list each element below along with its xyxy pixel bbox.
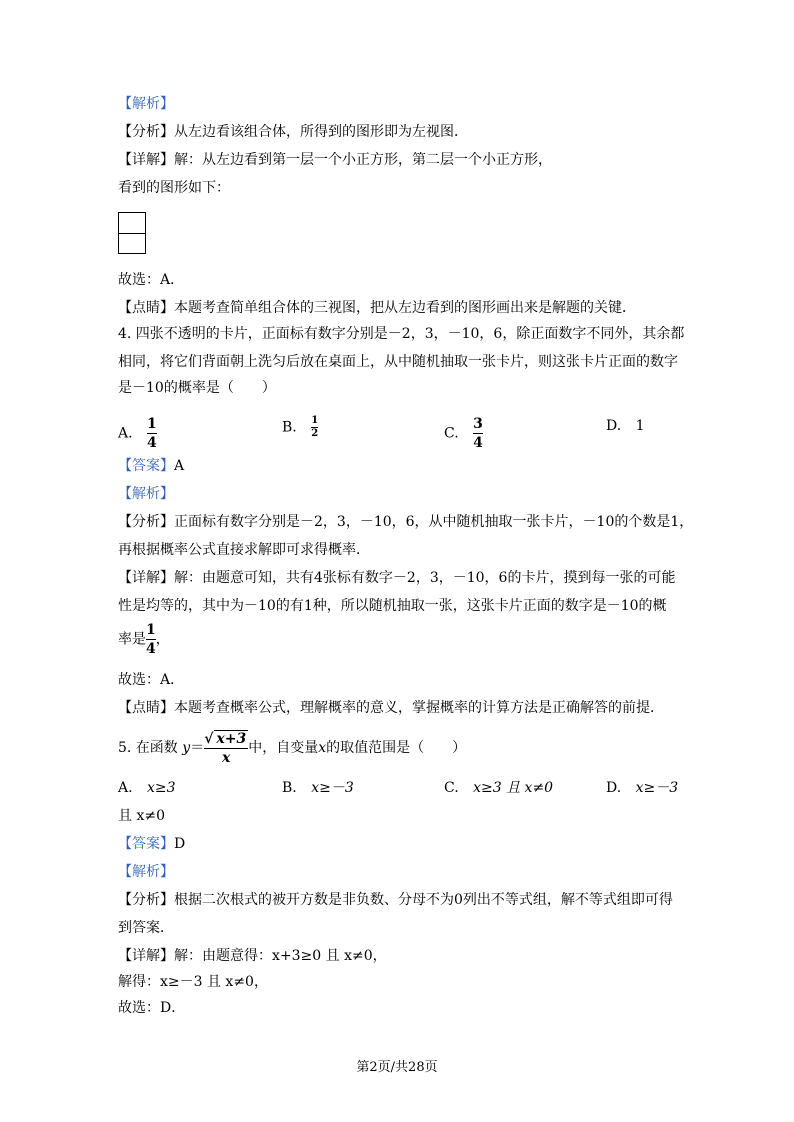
q4-option-a-fraction: $\frac{1}{4}$	[147, 416, 157, 451]
q3-jiexi-label: 【解析】	[118, 96, 174, 112]
q3-analysis	[118, 122, 468, 142]
q4-detail-line3: 率是 $\frac{1}{4}$ ，	[118, 622, 170, 657]
q4-answer-tag: 【答案】	[118, 458, 174, 474]
left-view-figure	[118, 212, 146, 254]
page-footer: 第2页/共28页	[356, 1060, 438, 1075]
q3-comment-text: 本题考查简单组合体的三视图，把从左边看到的图形画出来是解题的关键．	[174, 300, 636, 316]
q5-option-d-cont: 且 x≠0	[118, 808, 165, 824]
q5-answer-tag: 【答案】	[118, 836, 174, 852]
q4-analysis-text1: 正面标有数字分别是－2，3，－10，6，从中随机抽取一张卡片，－10的个数是1，	[174, 514, 694, 530]
q4-detail-line2: 性是均等的，其中为－10的有1种，所以随机抽取一张，这张卡片正面的数字是－10的概	[118, 598, 667, 614]
q3-detail-text: 解：从左边看到第一层一个小正方形，第二层一个小正方形，	[174, 152, 552, 168]
q5-solved: 解得：x≥－3 且 x≠0，	[118, 974, 268, 990]
q3-figure-intro: 看到的图形如下：	[118, 180, 230, 196]
q4-comment-tag: 【点睛】	[118, 700, 174, 716]
q4-answer	[118, 456, 184, 476]
q3-detail	[118, 150, 552, 170]
q5-jiexi-label: 【解析】	[118, 864, 174, 880]
q4-option-c-fraction: $\frac{3}{4}$	[473, 416, 483, 451]
q5-choice: 故选：D．	[118, 1000, 186, 1016]
q5-analysis-tag: 【分析】	[118, 892, 174, 908]
q4-stem-line1: 4. 四张不透明的卡片，正面标有数字分别是－2，3，－10，6，除正面数字不同外，其余都	[118, 326, 685, 342]
q4-stem-line2: 相同，将它们背面朝上洗匀后放在桌面上，从中随机抽取一张卡片，则这张卡片正面的数字	[118, 354, 678, 370]
q4-option-b	[282, 416, 318, 439]
q4-detail-tag: 【详解】	[118, 570, 174, 586]
q4-option-c	[444, 416, 483, 451]
q4-comment	[118, 698, 664, 718]
q3-comment-tag: 【点睛】	[118, 300, 174, 316]
q4-detail-fraction: $\frac{1}{4}$	[146, 622, 156, 657]
figure-divider	[119, 233, 145, 234]
q3-analysis-text: 从左边看该组合体，所得到的图形即为左视图．	[174, 124, 468, 140]
q3-analysis-tag: 【分析】	[118, 124, 174, 140]
q5-analysis-text1: 根据二次根式的被开方数是非负数、分母不为0列出不等式组，解不等式组即可得	[174, 892, 673, 908]
q5-answer	[118, 834, 185, 854]
q4-analysis-tag: 【分析】	[118, 514, 174, 530]
q3-detail-tag: 【详解】	[118, 152, 174, 168]
q4-option-a	[118, 416, 157, 451]
q4-analysis-line2: 再根据概率公式直接求解即可求得概率．	[118, 542, 370, 558]
q4-option-b-fraction: $\frac{1}{2}$	[311, 415, 319, 439]
q3-comment	[118, 298, 636, 318]
q4-stem-line3: 是－10的概率是（ ）	[118, 380, 276, 396]
q5-option-a: A. x≥3	[118, 780, 176, 796]
q4-answer-value: A	[174, 458, 185, 474]
q5-option-b: B. x≥－3	[282, 780, 354, 796]
q5-stem: 5. 在函数 y＝ $\frac{√ x+3}{x}$ 中，自变量x的取值范围是（ ）	[118, 731, 467, 766]
q5-option-c: C. x≥3 且 x≠0	[444, 780, 554, 796]
q5-function-y: y	[182, 740, 191, 756]
q5-detail-text: 解：由题意得：x+3≥0 且 x≠0，	[174, 948, 387, 964]
q4-detail-line1	[118, 568, 675, 588]
q4-analysis-line1	[118, 512, 693, 532]
q4-option-d-text: 1	[635, 418, 645, 434]
q5-answer-value: D	[174, 836, 186, 852]
q4-jiexi-label: 【解析】	[118, 486, 174, 502]
q4-choice: 故选：A．	[118, 672, 185, 688]
q4-comment-text: 本题考查概率公式，理解概率的意义，掌握概率的计算方法是正确解答的前提．	[174, 700, 664, 716]
q5-analysis-line2: 到答案．	[118, 920, 174, 936]
q5-detail-tag: 【详解】	[118, 948, 174, 964]
q5-function-fraction: $\frac{√ x+3}{x}$	[204, 731, 247, 766]
q5-option-d: D. x≥－3	[606, 780, 679, 796]
q3-choice: 故选：A．	[118, 272, 185, 288]
option-label: C.	[444, 425, 459, 442]
option-label: B.	[282, 419, 297, 436]
q5-detail	[118, 946, 387, 966]
option-label: D.	[606, 418, 622, 434]
q4-option-d	[606, 416, 645, 436]
option-label: A.	[118, 425, 133, 442]
q5-analysis-line1	[118, 890, 673, 910]
q4-detail-text1: 解：由题意可知，共有4张标有数字－2，3，－10，6的卡片，摸到每一张的可能	[174, 570, 676, 586]
